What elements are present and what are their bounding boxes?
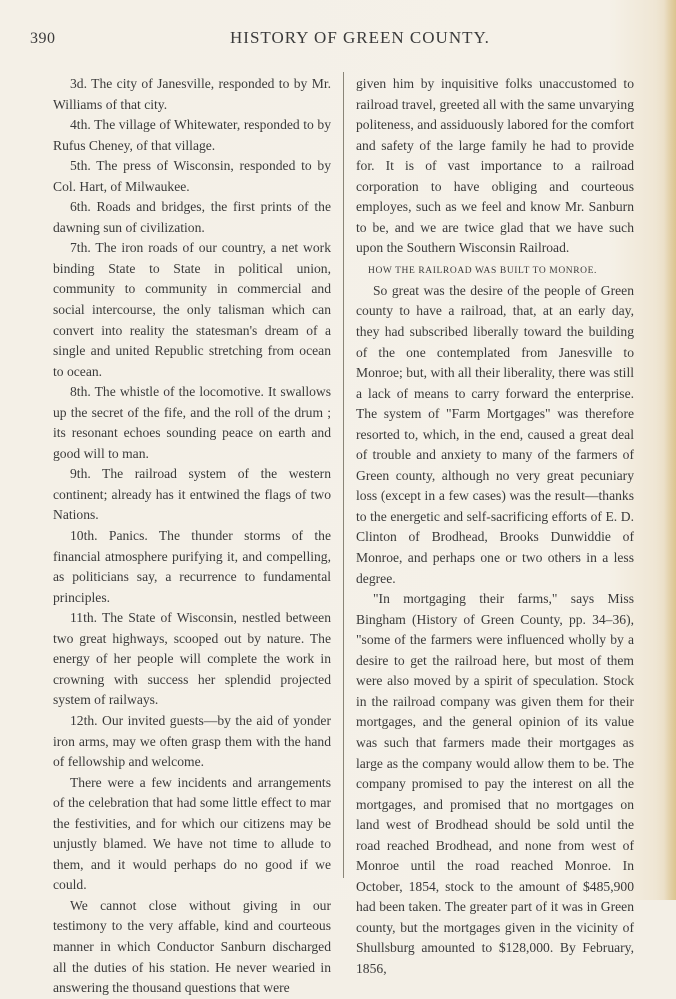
toast-6th: 6th. Roads and bridges, the first prints of the dawning sun of civilization. bbox=[53, 199, 331, 235]
toast-5th: 5th. The press of Wisconsin, responded to by Col. Hart, of Milwaukee. bbox=[53, 158, 331, 194]
toast-12th: 12th. Our invited guests—by the aid of yonder iron arms, may we often grasp them with the hand of fellowship and welcome. bbox=[53, 712, 331, 770]
toast-11th: 11th. The State of Wisconsin, nestled between two great highways, scooped out by nature. The energy of her people will complete the work in crowning with success her splendid projected system of railways. bbox=[53, 610, 331, 708]
paragraph-continuation: given him by inquisitive folks unaccustomed to railroad travel, greeted all with the same unvarying politeness, and assiduously labored for the comfort and safety of the large family he had to provide for. It is of vast importance to a railroad corporation to have obliging and courteous employes, such as we feel and know Mr. Sanburn to be, and we are twice glad that we have such upon the Southern Wisconsin Railroad. bbox=[356, 76, 634, 256]
toast-9th: 9th. The railroad system of the western continent; already has it entwined the flags of two Nations. bbox=[53, 466, 331, 523]
toast-4th: 4th. The village of Whitewater, responded to by Rufus Cheney, of that village. bbox=[53, 117, 331, 153]
paragraph-desire: So great was the desire of the people of Green county to have a railroad, that, at an early day, they had subscribed liberally toward the building of the one contemplated from Janesville to Monroe; but, with all their liberality, there was still a lack of means to carry forward the enterprise. The system of "Farm Mortgages" was therefore resorted to, which, in the end, caused a great deal of trouble and anxiety to many of the farmers of Green county, although no very great pecuniary loss (except in a few cases) was the result—thanks to the energetic and self-sacrificing efforts of E. D. Clinton of Brodhead, Brooks Dunwiddie of Monroe, and perhaps one or two others in a less degree. bbox=[356, 282, 634, 586]
section-heading: HOW THE RAILROAD WAS BUILT TO MONROE. bbox=[368, 265, 598, 276]
left-column bbox=[53, 74, 331, 999]
toast-8th: 8th. The whistle of the locomotive. It swallows up the secret of the fife, and the roll of the drum ; its resonant echoes sounding peace on earth and good will to man. bbox=[53, 384, 331, 461]
column-divider bbox=[343, 72, 344, 878]
toast-10th: 10th. Panics. The thunder storms of the financial atmosphere purifying it, and compelling, as politicians say, a recurrence to fundamental principles. bbox=[53, 528, 331, 605]
paragraph-conductor: We cannot close without giving in our testimony to the very affable, kind and courteous manner in which Conductor Sanburn discharged all the duties of his station. He never wearied in answering the thousand questions that were bbox=[53, 897, 331, 996]
running-title: HISTORY OF GREEN COUNTY. bbox=[230, 28, 490, 47]
toast-3d: 3d. The city of Janesville, responded to by Mr. Williams of that city. bbox=[53, 76, 331, 112]
paragraph-incidents: There were a few incidents and arrangements of the celebration that had some little effect to mar the festivities, and for which our citizens may be unjustly blamed. We have not time to allude to them, and it would perhaps do no good if we could. bbox=[53, 774, 331, 893]
right-column bbox=[356, 74, 634, 980]
paragraph-bingham-quote: "In mortgaging their farms," says Miss Bingham (History of Green County, pp. 34–36), "some of the farmers were influenced wholly by a desire to get the railroad here, but most of them were also moved by a spirit of speculation. Stock in the railroad company was given them for their mortgages, and the general opinion of its value was such that farmers made their mortgages as large as the company would allow them to be. The company promised to pay the interest on all the mortgages, and promised that no mortgages on land west of Brodhead should be sold until the road reached Brodhead, and none from west of Monroe until the road reached Monroe. In October, 1854, stock to the amount of $485,900 had been taken. The greater part of it was in Green county, but the mortgages given in the vicinity of Shullsburg amounted to $128,000. By February, 1856, bbox=[356, 591, 634, 976]
page-edge-shadow bbox=[664, 0, 676, 900]
page-number: 390 bbox=[30, 30, 56, 47]
page-header bbox=[30, 26, 646, 50]
toast-7th: 7th. The iron roads of our country, a net work binding State to State in political union, community to community in commercial and social intercourse, the only talisman which can convert into reality the statesman's dream of a single and united Republic stretching from ocean to ocean. bbox=[53, 240, 331, 379]
